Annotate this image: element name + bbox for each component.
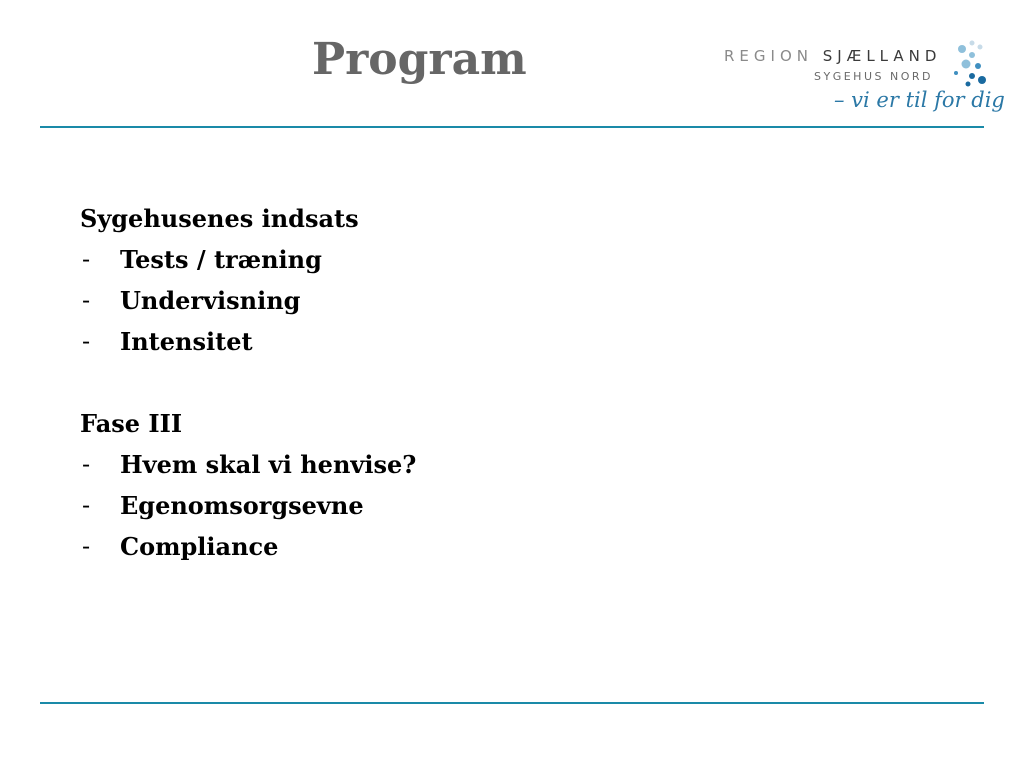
list-item-label: Hvem skal vi henvise? <box>120 450 417 479</box>
list-item <box>80 239 880 280</box>
list-item <box>80 526 880 567</box>
bullet-dash: - <box>82 491 91 519</box>
logo-region-name: SJÆLLAND <box>822 47 942 65</box>
bullet-dash: - <box>82 245 91 273</box>
list-item-label: Egenomsorgsevne <box>120 491 364 520</box>
logo-region-text <box>724 47 941 65</box>
logo-dot <box>954 71 958 75</box>
slide-body <box>80 198 880 608</box>
section-heading: Sygehusenes indsats <box>80 204 359 233</box>
list-item-label: Tests / træning <box>120 245 322 274</box>
logo-dots-icon <box>942 38 988 94</box>
logo-dot <box>962 60 971 69</box>
section-fase-iii <box>80 403 880 567</box>
section-heading: Fase III <box>80 409 183 438</box>
logo-dot <box>958 45 966 53</box>
logo-dot <box>978 45 983 50</box>
list-item-label: Intensitet <box>120 327 253 356</box>
logo-subtitle: SYGEHUS NORD <box>814 70 933 83</box>
bullet-dash: - <box>82 532 91 560</box>
list-item <box>80 280 880 321</box>
logo-slogan: – vi er til for dig <box>834 88 1005 112</box>
region-sjaelland-logo <box>720 38 1005 130</box>
bullet-dash: - <box>82 286 91 314</box>
logo-dot <box>966 82 971 87</box>
list-item <box>80 444 880 485</box>
logo-dot <box>969 73 975 79</box>
section-sygehusenes-indsats <box>80 198 880 362</box>
bullet-dash: - <box>82 327 91 355</box>
footer-divider <box>40 702 984 704</box>
logo-dot <box>978 76 986 84</box>
logo-dot <box>970 41 975 46</box>
slide-title: Program <box>312 34 527 85</box>
list-item <box>80 485 880 526</box>
bullet-dash: - <box>82 450 91 478</box>
list-item-label: Compliance <box>120 532 279 561</box>
logo-region-word: REGION <box>724 47 813 65</box>
list-item-label: Undervisning <box>120 286 301 315</box>
list-item <box>80 321 880 362</box>
logo-dot <box>969 52 975 58</box>
logo-dot <box>975 63 981 69</box>
header-divider <box>40 126 984 128</box>
